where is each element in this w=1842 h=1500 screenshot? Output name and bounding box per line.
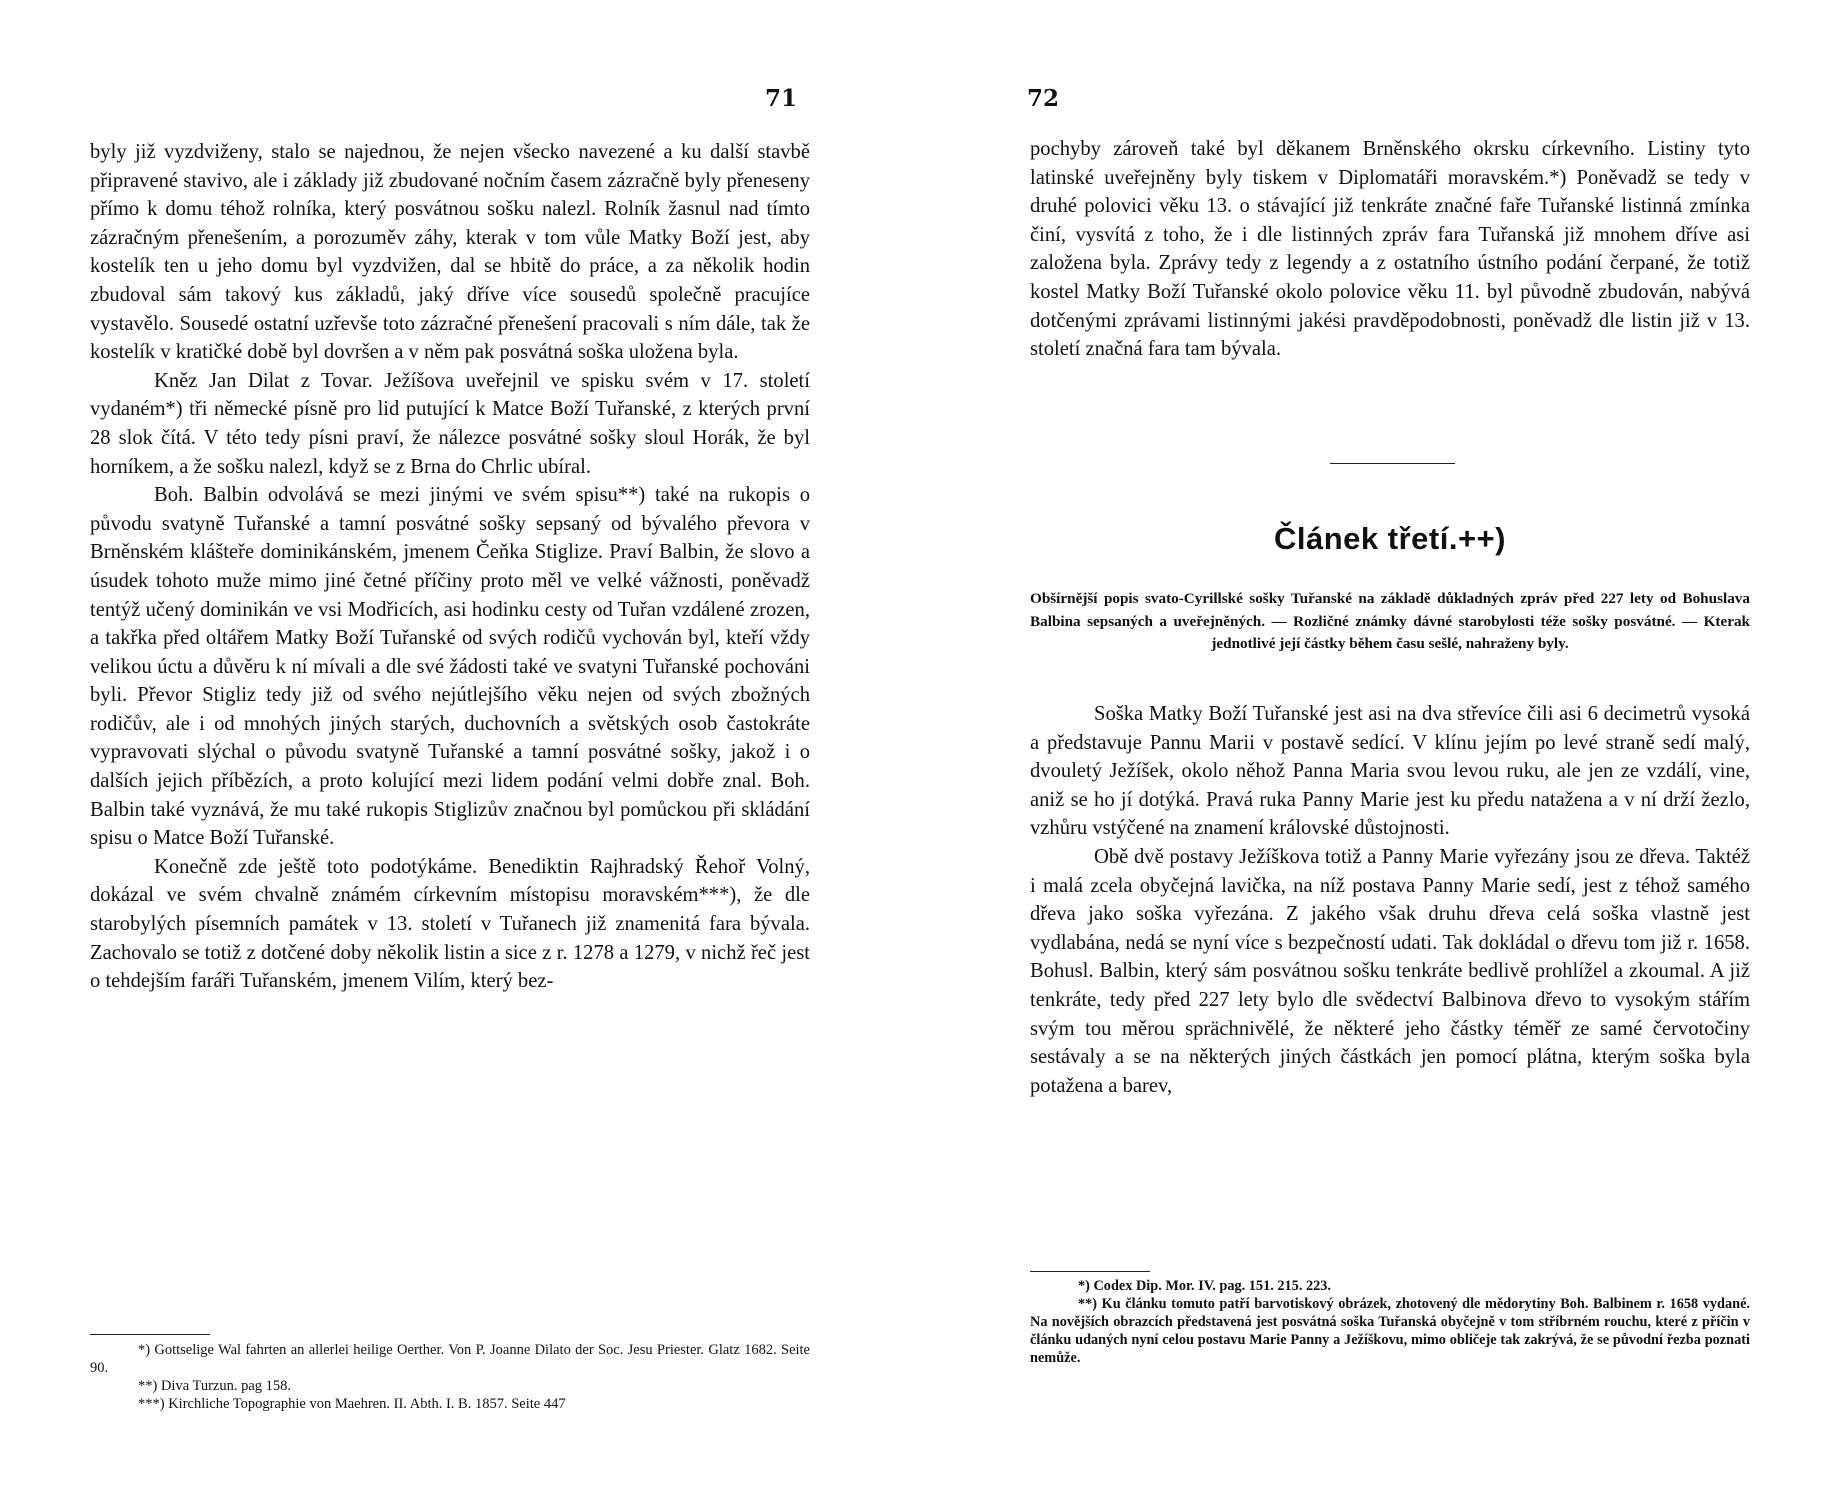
paragraph: Obě dvě postavy Ježíškova totiž a Panny Marie vyřezány jsou ze dřeva. Taktéž i malá zcela obyčejná lavička, na níž postava Panny Marie sedí, jest z téhož samého dřeva jako soška vyřezána. Z jakého však druhu dřeva celá soška vlastně jest vydlabána, nedá se nyní více s bezpečností udati. Tak dokládal o dřevu tom již r. 1658. Bohusl. Balbin, který sám posvátnou sošku tenkráte bedlivě prohlížel a zkoumal. A již tenkráte, tedy před 227 lety bylo dle svědectví Balbinova dřevo to vysokým stářím svým tou měrou sprächnivělé, že některé jeho částky téměř ze samé červotočiny sestávaly a se na některých jiných částkách jen pomocí plátna, kterým soška byla potažena a barev, — [1030, 845, 1750, 1097]
left-page — [90, 0, 810, 1500]
footnotes — [1030, 1277, 1750, 1367]
footnote: **) Ku článku tomuto patří barvotiskový obrázek, zhotovený dle mědorytiny Boh. Balbinem r. 1658 vydané. Na novějších obrazcích představená jest posvátná soška Tuřanská obyčejně v tom stříbrném rouchu, které z příčin v článku udaných nyní celou postavu Marie Panny a Ježíškovu, mimo obličeje tak zakrývá, že se původní řezba poznati nemůže. — [1030, 1296, 1750, 1366]
right-body-text-top — [1030, 135, 1750, 364]
article-title: Článek třetí.++) — [1274, 521, 1506, 556]
footnote: *) Codex Dip. Mor. IV. pag. 151. 215. 223. — [1078, 1278, 1331, 1294]
footnote: *) Gottselige Wal fahrten an allerlei heilige Oerther. Von P. Joanne Dilato der Soc. Jesu Priester. Glatz 1682. Seite 90. — [90, 1342, 810, 1376]
paragraph: byly již vyzdviženy, stalo se najednou, že nejen všecko navezené a ku další stavbě připravené stavivo, ale i základy již zbudované nočním časem zázračně byly přeneseny přímo k domu téhož rolníka, který posvátnou sošku nalezl. Rolník žasnul nad tímto zázračným přenešením, a porozuměv záhy, kterak v tom vůle Matky Boží jest, aby kostelík ten u jeho domu byl vyzdvižen, dal se hbitě do práce, a za několik hodin zbudoval sám takový kus základů, jaký dříve více sousedů společně pracujíce vystavělo. Sousedé ostatní uzřevše toto zázračné přenešení pracovali s ním dále, tak že kostelík v kratičké době byl dovršen a v něm pak posvátná soška uložena byla. — [90, 141, 810, 364]
footnote: **) Diva Turzun. pag 158. — [138, 1378, 292, 1394]
footnote-divider — [1030, 1271, 1150, 1272]
paragraph: Kněz Jan Dilat z Tovar. Ježíšova uveřejnil ve spisku svém v 17. století vydaném*) tři německé písně pro lid putující k Matce Boží Tuřanské, z kterých první 28 slok čítá. V této tedy písni praví, že nálezce posvátné sošky sloul Horák, že byl horníkem, a že sošku nalezl, když se z Brna do Chrlic ubíral. — [90, 369, 810, 478]
paragraph: Soška Matky Boží Tuřanské jest asi na dva střevíce čili asi 6 decimetrů vysoká a představuje Pannu Marii v postavě sedící. V klínu jejím po levé straně sedí malý, dvouletý Ježíšek, okolo něhož Panna Maria svou levou ruku, ale jen ze vzdálí, vine, aniž se ho jí dotýká. Pravá ruka Panny Marie jest ku předu natažena a v ní drží žezlo, vzhůru vstýčené na znamení královské důstojnosti. — [1030, 703, 1750, 840]
page-number: 72 — [1027, 85, 1060, 112]
paragraph: Boh. Balbin odvolává se mezi jinými ve svém spisu**) také na rukopis o původu svatyně Tuřanské a tamní posvátné sošky sepsaný od bývalého převora v Brněnském klášteře dominikánském, jmenem Čeňka Stiglize. Praví Balbin, že slovo a úsudek tohoto muže mimo jiné četné příčiny proto měl ve velké vážnosti, poněvadž tentýž učený dominikán ve vsi Modřicích, asi hodinku cesty od Tuřan vzdálené zrozen, a takřka před oltářem Matky Boží Tuřanské od svých rodičů vychován byl, kteří vždy velikou úctu a důvěru k ní mívali a dle své žádosti také ve svatyni Tuřanské pochováni byli. Převor Stigliz tedy již od svého nejútlejšího věku nejen od svých zbožných rodičův, ale i od mnohých jiných starých, duchovních a světských osob častokráte vypravovati slýchal o původu svatyně Tuřanské a tamní posvátné sošky, jakož i o dalších jejich příbězích, a proto kolující mezi lidem podání velmi dobře znal. Boh. Balbin také vyznává, že mu také rukopis Stiglizův značnou byl pomůckou při skládání spisu o Matce Boží Tuřanské. — [90, 484, 810, 850]
right-body-text-bottom — [1030, 700, 1750, 1100]
footnotes — [90, 1341, 810, 1413]
left-body-text — [90, 138, 810, 996]
paragraph: Konečně zde ještě toto podotýkáme. Benediktin Rajhradský Řehoř Volný, dokázal ve svém chvalně známém církevním místopisu moravském***), že dle starobylých písemních památek v 13. století v Tuřanech již znamenitá fara bývala. Zachovalo se totiž z dotčené doby několik listin a sice z r. 1278 a 1279, v nichž řeč jest o tehdejším faráři Tuřanském, jmenem Vilím, který bez- — [90, 855, 810, 993]
article-summary: Obšírnější popis svato-Cyrillské sošky Tuřanské na základě důkladných zpráv před 227 lety od Bohuslava Balbina sepsaných a uveřejněných. — Rozličné známky dávné starobylosti téže sošky posvátné. — Kterak jednotlivé její částky během času sešlé, nahraženy byly. — [1030, 590, 1750, 653]
footnote-divider — [90, 1334, 210, 1335]
footnote: ***) Kirchliche Topographie von Maehren. II. Abth. I. B. 1857. Seite 447 — [138, 1396, 566, 1412]
page-number: 71 — [765, 85, 798, 112]
section-divider — [1330, 463, 1455, 464]
right-page — [1027, 0, 1750, 1500]
paragraph: pochyby zároveň také byl děkanem Brněnského okrsku církevního. Listiny tyto latinské uveřejněny byly tiskem v Diplomatáři moravském.*) Poněvadž se tedy v druhé polovici věku 13. o stávající již tenkráte značné faře Tuřanské listinná zmínka činí, vysvítá z toho, že i dle listinných zpráv fara Tuřanská již mnohem dříve asi založena byla. Zprávy tedy z legendy a z ostatního ústního podání čerpané, že totiž kostel Matky Boží Tuřanské okolo polovice věku 11. byl původně zbudován, nabývá dotčenými zprávami listinnými jakési pravděpodobnosti, poněvadž dle listin již v 13. století značná fara tam bývala. — [1030, 138, 1750, 361]
